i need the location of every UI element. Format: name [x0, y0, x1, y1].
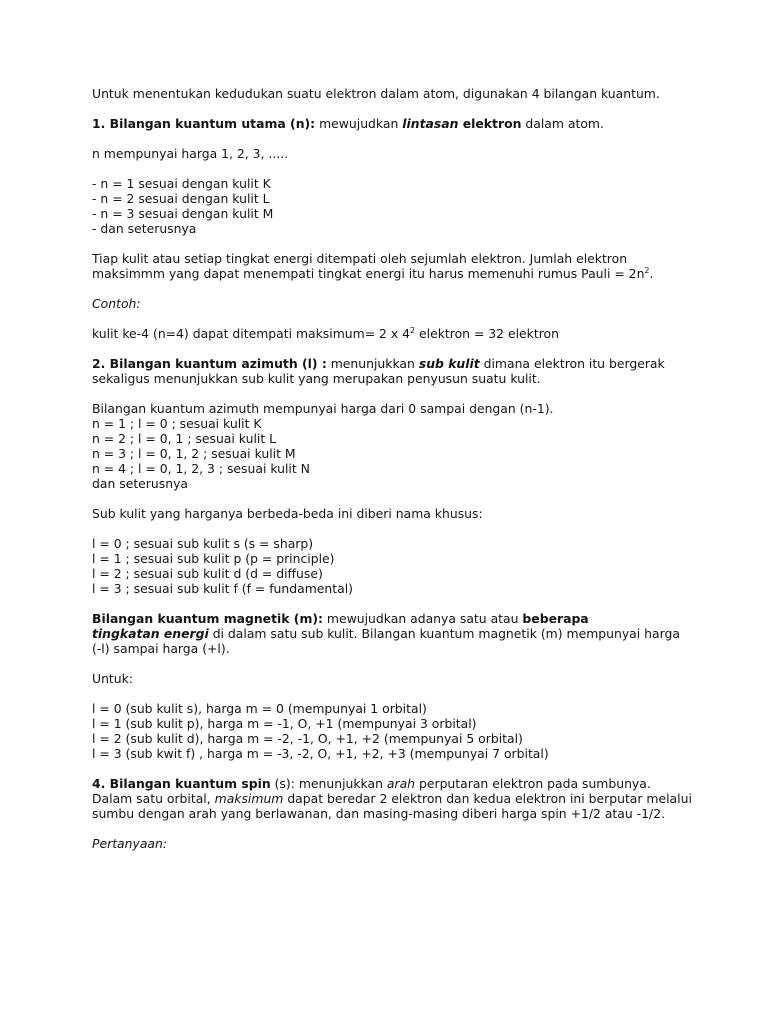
text-line: n = 2 ; l = 0, 1 ; sesuai kulit L [92, 431, 277, 446]
example-line: kulit ke-4 (n=4) dapat ditempati maksimum= 2 x $4^2$ elektron = 32 elektron [92, 326, 559, 341]
section-3-heading: Bilangan kuantum magnetik (m): [92, 611, 323, 626]
section-1-heading: 1. Bilangan kuantum utama (n): [92, 116, 316, 131]
text-line: l = 3 ; sesuai sub kulit f (f = fundamental) [92, 581, 353, 596]
list-item: - dan seterusnya [92, 221, 197, 236]
text-line: l = 0 ; sesuai sub kulit s (s = sharp) [92, 536, 314, 551]
text-line: n = 3 ; l = 0, 1, 2 ; sesuai kulit M [92, 446, 296, 461]
section-4-title: 4. Bilangan kuantum spin (s): menunjukkan arah perputaran elektron pada sumbunya. [92, 776, 651, 791]
document-body [92, 86, 692, 851]
text-line: dan seterusnya [92, 476, 188, 491]
section-1-values: n mempunyai harga 1, 2, 3, ..... [92, 146, 289, 161]
spin-paragraph: Dalam satu orbital, maksimum dapat beredar 2 elektron dan kedua elektron ini berputar melalui sumbu dengan arah yang berlawanan, dan masing-masing diberi harga spin +1/2 atau -1/2. [92, 791, 692, 821]
text-line: l = 2 ; sesuai sub kulit d (d = diffuse) [92, 566, 323, 581]
text-line: Bilangan kuantum azimuth mempunyai harga dari 0 sampai dengan (n-1). [92, 401, 554, 416]
example-label: Contoh: [92, 296, 141, 311]
question-label: Pertanyaan: [92, 836, 168, 851]
section-2-heading: 2. Bilangan kuantum azimuth (l) : [92, 356, 327, 371]
text-line: l = 2 (sub kulit d), harga m = -2, -1, O, +1, +2 (mempunyai 5 orbital) [92, 731, 523, 746]
subkulit-intro: Sub kulit yang harganya berbeda-beda ini diberi nama khusus: [92, 506, 483, 521]
pauli-paragraph: Tiap kulit atau setiap tingkat energi ditempati oleh sejumlah elektron. Jumlah elektron maksimmm yang dapat menempati tingkat energi itu harus memenuhi rumus Pauli = $2n^2$. [92, 251, 654, 281]
list-item: - n = 3 sesuai dengan kulit M [92, 206, 274, 221]
text-line: n = 1 ; l = 0 ; sesuai kulit K [92, 416, 262, 431]
text-line: n = 4 ; l = 0, 1, 2, 3 ; sesuai kulit N [92, 461, 310, 476]
text-line: l = 3 (sub kwit f) , harga m = -3, -2, O, +1, +2, +3 (mempunyai 7 orbital) [92, 746, 549, 761]
section-4-heading: 4. Bilangan kuantum spin [92, 776, 271, 791]
section-1-title: 1. Bilangan kuantum utama (n): mewujudkan lintasan elektron dalam atom. [92, 116, 604, 131]
section-3-title: Bilangan kuantum magnetik (m): mewujudkan adanya satu atau beberapa tingkatan energi di dalam satu sub kulit. Bilangan kuantum magnetik (m) mempunyai harga (-l) sampai harga (+l). [92, 611, 680, 656]
text-line: l = 0 (sub kulit s), harga m = 0 (mempunyai 1 orbital) [92, 701, 427, 716]
untuk-label: Untuk: [92, 671, 133, 686]
list-item: - n = 2 sesuai dengan kulit L [92, 191, 270, 206]
text-line: l = 1 ; sesuai sub kulit p (p = principle) [92, 551, 335, 566]
section-2-title: 2. Bilangan kuantum azimuth (l) : menunjukkan sub kulit dimana elektron itu bergerak sekaligus menunjukkan sub kulit yang merupakan penyusun suatu kulit. [92, 356, 665, 386]
intro-paragraph: Untuk menentukan kedudukan suatu elektron dalam atom, digunakan 4 bilangan kuantum. [92, 86, 660, 101]
list-item: - n = 1 sesuai dengan kulit K [92, 176, 271, 191]
text-line: l = 1 (sub kulit p), harga m = -1, O, +1 (mempunyai 3 orbital) [92, 716, 477, 731]
